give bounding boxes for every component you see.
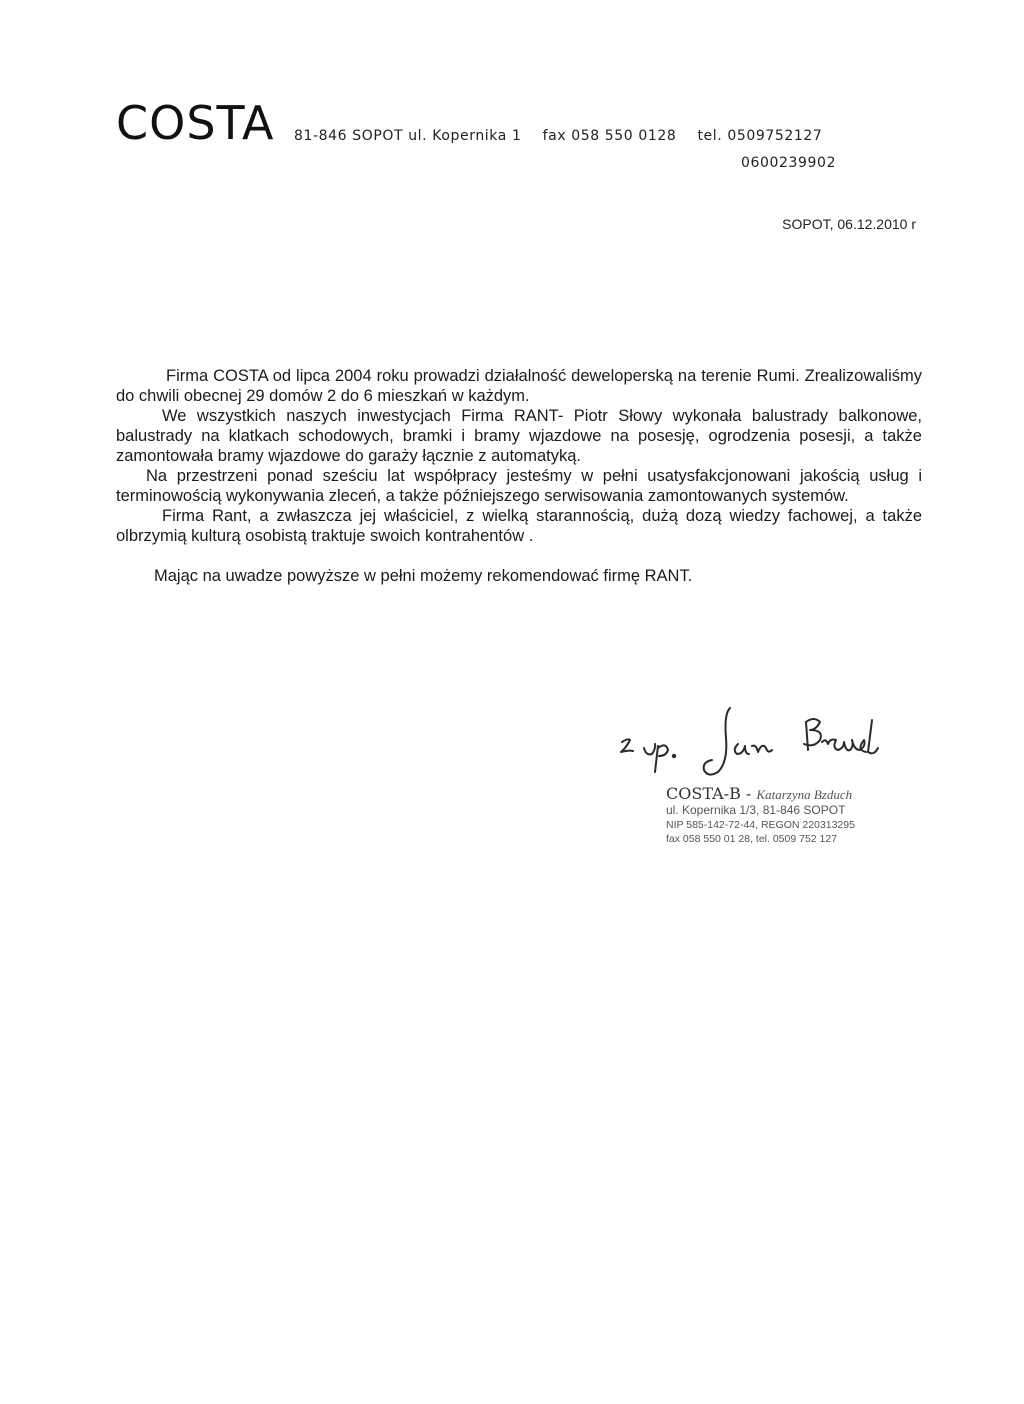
place-date: SOPOT, 06.12.2010 r bbox=[782, 216, 916, 232]
letterhead-tel-2: 0600239902 bbox=[741, 155, 837, 171]
company-stamp bbox=[666, 784, 926, 846]
paragraph-2: We wszystkich naszych inwestycjach Firma RANT- Piotr Słowy wykonała balustrady balkonowe, balustrady na klatkach schodowych, bramki i bramy wjazdowe na posesję, ogrodzenia posesji, a także zamontowała bramy wjazdowe do garaży łącznie z automatyką. bbox=[116, 407, 922, 465]
handwritten-signature bbox=[610, 698, 930, 788]
company-logo: COSTA bbox=[116, 96, 275, 150]
stamp-person: Katarzyna Bzduch bbox=[756, 787, 853, 802]
paragraph-1: Firma COSTA od lipca 2004 roku prowadzi działalność deweloperską na terenie Rumi. Zrealizowaliśmy do chwili obecnej 29 domów 2 do 6 mieszkań w każdym. bbox=[116, 367, 922, 405]
letterhead-fax: fax 058 550 0128 bbox=[542, 128, 677, 144]
stamp-ids: NIP 585-142-72-44, REGON 220313295 bbox=[666, 819, 855, 831]
paragraph-3: Na przestrzeni ponad sześciu lat współpracy jesteśmy w pełni usatysfakcjonowani jakością usług i terminowością wykonywania zleceń, a także późniejszego serwisowania zamontowanych systemów. bbox=[116, 467, 922, 505]
closing-sentence: Mając na uwadze powyższe w pełni możemy rekomendować firmę RANT. bbox=[154, 567, 693, 585]
stamp-company-line bbox=[666, 784, 926, 803]
letterhead-address: 81-846 SOPOT ul. Kopernika 1 bbox=[294, 128, 522, 144]
paragraph-4: Firma Rant, a zwłaszcza jej właściciel, z wielką starannością, dużą dozą wiedzy fachowej, a także olbrzymią kulturą osobistą traktuje swoich kontrahentów . bbox=[116, 507, 922, 545]
letterhead-contact bbox=[294, 128, 838, 144]
stamp-contact: fax 058 550 01 28, tel. 0509 752 127 bbox=[666, 833, 838, 845]
stamp-separator: - bbox=[740, 784, 757, 803]
stamp-address: ul. Kopernika 1/3, 81-846 SOPOT bbox=[666, 803, 846, 817]
signature-drawing bbox=[610, 698, 930, 788]
letter-body bbox=[116, 366, 922, 586]
stamp-company: COSTA-B bbox=[666, 784, 741, 803]
letterhead-tel: tel. 0509752127 bbox=[697, 128, 823, 144]
